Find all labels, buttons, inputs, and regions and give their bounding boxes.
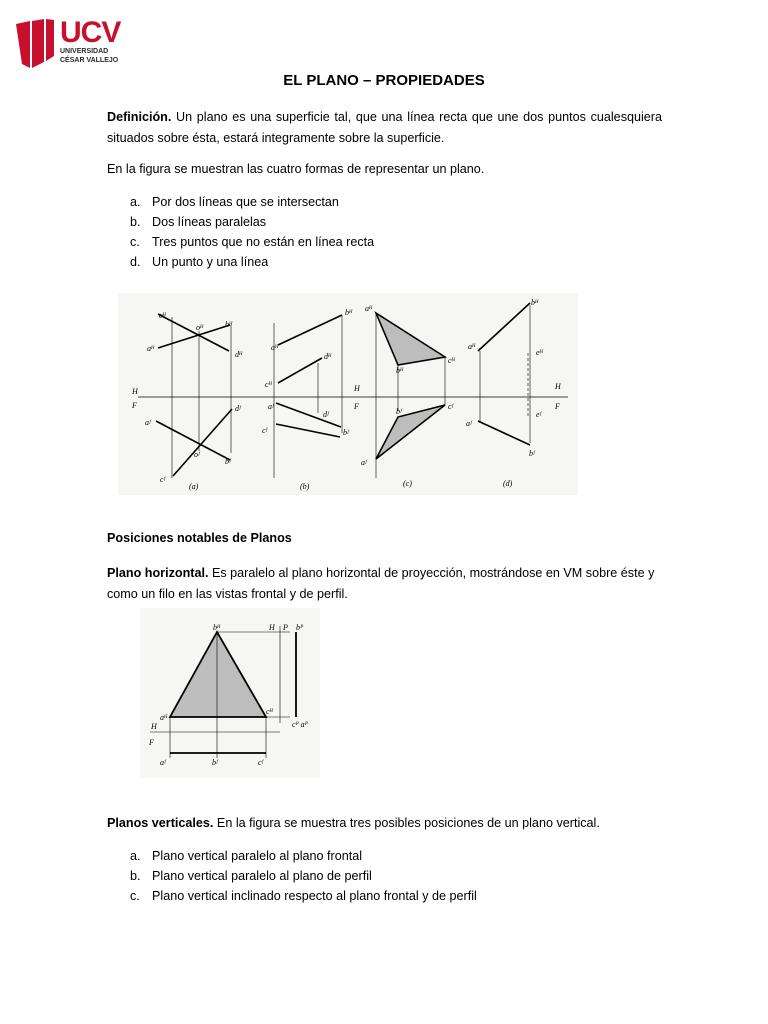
fig1-label: cᴴ	[448, 356, 455, 365]
fig1-label: F	[354, 402, 359, 411]
fig1-label: aᶠ	[361, 458, 367, 467]
fig1-label: dᶠ	[323, 410, 329, 419]
fig1-label: bᴴ	[225, 320, 232, 329]
fig1-caption-c: (c)	[403, 479, 412, 488]
fig2-label: aᴴ	[160, 713, 167, 722]
verticals-text: En la figura se muestra tres posibles posiciones de un plano vertical.	[213, 816, 600, 830]
fig1-label: dᶠ	[235, 404, 241, 413]
list-marker: a.	[130, 195, 141, 209]
definition-text: Un plano es una superficie tal, que una línea recta que une dos puntos cualesquiera situados sobre ésta, estará integramente sobre la superficie.	[107, 110, 662, 145]
fig1-caption-a: (a)	[189, 482, 199, 491]
fig1-label: F	[555, 402, 560, 411]
fig1-label: dᴴ	[324, 352, 331, 361]
section-title: Posiciones notables de Planos	[107, 531, 292, 545]
list-text: Plano vertical inclinado respecto al plano frontal y de perfil	[152, 889, 477, 903]
fig1-caption-d: (d)	[503, 479, 513, 488]
logo-line2: CÉSAR VALLEJO	[60, 57, 119, 64]
list-item	[130, 866, 477, 886]
fig2-label: aᶠ	[160, 758, 166, 767]
fig1-label: aᴴ	[147, 344, 154, 353]
fig2-label: P	[283, 623, 288, 632]
verticals-label: Planos verticales.	[107, 816, 214, 830]
fig1-label: bᴴ	[396, 366, 403, 375]
logo-line1: UNIVERSIDAD	[60, 48, 109, 55]
list-marker: c.	[130, 235, 140, 249]
list-marker: b.	[130, 869, 141, 883]
intro-paragraph: En la figura se muestran las cuatro formas de representar un plano.	[107, 162, 485, 176]
list-text: Un punto y una línea	[152, 255, 269, 269]
forms-list	[130, 192, 374, 272]
fig1-label: cᶠ	[160, 475, 165, 484]
fig1-label: aᴴ	[271, 343, 278, 352]
horizontal-text: Es paralelo al plano horizontal de proyección, mostrándose en VM sobre éste y como un filo en las vistas frontal y de perfil.	[107, 566, 655, 601]
fig1-label: cᶠ	[262, 426, 267, 435]
fig1-label: F	[132, 401, 137, 410]
horizontal-label: Plano horizontal.	[107, 566, 209, 580]
fig1-label: bᶠ	[396, 407, 402, 416]
list-text: Plano vertical paralelo al plano de perfil	[152, 869, 372, 883]
fig2-label: bᶠ	[212, 758, 218, 767]
fig2-label: cᴾ aᴾ	[292, 720, 308, 729]
verticals-paragraph	[107, 813, 662, 834]
list-text: Tres puntos que no están en línea recta	[152, 235, 375, 249]
list-item	[130, 212, 374, 232]
fig2-label: bᴾ	[296, 623, 304, 632]
list-text: Plano vertical paralelo al plano frontal	[152, 849, 363, 863]
list-text: Por dos líneas que se intersectan	[152, 195, 339, 209]
figure-horizontal-plane	[140, 608, 320, 778]
fig1-label: bᶠ	[343, 428, 349, 437]
fig2-label: cᴴ	[266, 707, 273, 716]
list-marker: a.	[130, 849, 141, 863]
fig1-label: eᴴ	[536, 348, 543, 357]
fig2-label: bᴴ	[213, 623, 220, 632]
fig1-label: oᴴ	[196, 323, 203, 332]
fig1-label: cᶠ	[448, 402, 453, 411]
page-title: EL PLANO – PROPIEDADES	[283, 72, 485, 89]
list-item	[130, 192, 374, 212]
fig2-label: H	[269, 623, 275, 632]
horizontal-paragraph	[107, 563, 662, 605]
fig1-label: bᴴ	[345, 308, 352, 317]
fig1-label: oᶠ	[194, 450, 200, 459]
fig1-label: aᶠ	[145, 418, 151, 427]
fig1-label: bᶠ	[529, 449, 535, 458]
fig2-label: F	[149, 738, 154, 747]
list-marker: b.	[130, 215, 141, 229]
definition-paragraph	[107, 107, 662, 149]
fig1-label: H	[354, 384, 360, 393]
fig2-label: cᶠ	[258, 758, 263, 767]
list-item	[130, 232, 374, 252]
list-item	[130, 846, 477, 866]
fig1-label: H	[555, 382, 561, 391]
ucv-shield-icon	[14, 18, 58, 70]
list-marker: d.	[130, 255, 141, 269]
fig1-label: eᶠ	[536, 410, 541, 419]
fig1-label: H	[132, 387, 138, 396]
fig1-label: dᴴ	[235, 350, 242, 359]
list-item	[130, 252, 374, 272]
logo-wordmark: UCV	[60, 16, 121, 49]
figure-plane-representations	[118, 293, 578, 495]
fig1-label: aᴴ	[468, 342, 475, 351]
fig1-label: aᶠ	[466, 419, 472, 428]
fig2-label: H	[151, 722, 157, 731]
list-text: Dos líneas paralelas	[152, 215, 267, 229]
definition-label: Definición.	[107, 110, 172, 124]
university-logo	[14, 16, 121, 68]
fig1-label: bᶠ	[225, 457, 231, 466]
fig1-label: bᴴ	[531, 298, 538, 307]
fig1-label: cᴴ	[159, 311, 166, 320]
fig1-label: aᴴ	[365, 304, 372, 313]
list-marker: c.	[130, 889, 140, 903]
list-item	[130, 886, 477, 906]
vertical-positions-list	[130, 846, 477, 906]
fig1-label: aᶠ	[268, 402, 274, 411]
fig1-caption-b: (b)	[300, 482, 310, 491]
fig1-label: cᴴ	[265, 380, 272, 389]
